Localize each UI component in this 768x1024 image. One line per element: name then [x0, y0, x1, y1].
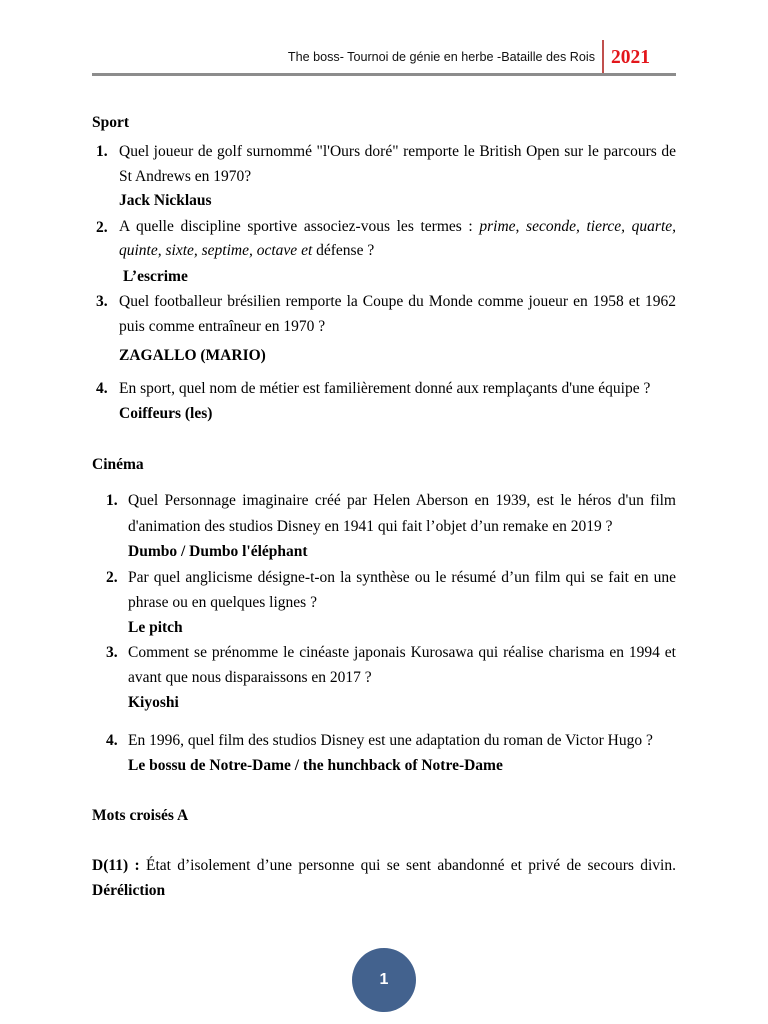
question-text: Quel joueur de golf surnommé "l'Ours doré" remporte le British Open sur le parcours de St Andrews en 1970?	[119, 142, 676, 185]
header-year: 2021	[611, 47, 650, 68]
question-number: 2.	[106, 568, 118, 586]
question-text-italic-terms: prime, seconde, tierce, quarte, quinte, sixte, septime, octave et	[119, 217, 677, 259]
question-number: 2.	[96, 218, 108, 236]
crossword-clue	[92, 853, 676, 903]
section-heading-sport: Sport	[92, 113, 130, 131]
answer-text: Le pitch	[128, 618, 183, 636]
question-text: En 1996, quel film des studios Disney est une adaptation du roman de Victor Hugo ?	[128, 731, 653, 749]
section-heading-crossword: Mots croisés A	[92, 806, 189, 824]
answer-text: L’escrime	[123, 267, 188, 285]
question-number: 4.	[96, 379, 108, 397]
question-text: Par quel anglicisme désigne-t-on la synthèse ou le résumé d’un film qui se fait en une phrase ou en quelques lignes ?	[128, 568, 676, 611]
page-number: 1	[379, 971, 389, 988]
question-text: En sport, quel nom de métier est familièrement donné aux remplaçants d'une équipe ?	[119, 379, 651, 397]
question-text-start: A quelle discipline sportive associez-vous les termes :	[119, 217, 473, 235]
page-number-badge	[352, 948, 416, 1012]
clue-label: D(11) :	[92, 856, 140, 874]
question-number: 3.	[96, 292, 108, 310]
question-number: 1.	[106, 491, 118, 509]
clue-text: État d’isolement d’une personne qui se sent abandonné et privé de secours divin.	[145, 856, 676, 874]
question-number: 4.	[106, 731, 118, 749]
question-number: 3.	[106, 643, 118, 661]
answer-text: Le bossu de Notre-Dame / the hunchback of Notre-Dame	[128, 756, 503, 774]
question-text-end: défense ?	[316, 241, 375, 259]
answer-text: ZAGALLO (MARIO)	[119, 346, 266, 364]
answer-text: Coiffeurs (les)	[119, 404, 213, 422]
clue-answer: Déréliction	[92, 881, 166, 899]
answer-text: Kiyoshi	[128, 693, 179, 711]
header-title: The boss- Tournoi de génie en herbe -Bataille des Rois	[287, 50, 595, 64]
question-text: Quel Personnage imaginaire créé par Helen Aberson en 1939, est le héros d'un film d'animation des studios Disney en 1941 qui fait l’objet d’un remake en 2019 ?	[128, 491, 676, 535]
question-text: Quel footballeur brésilien remporte la Coupe du Monde comme joueur en 1958 et 1962 puis comme entraîneur en 1970 ?	[119, 292, 676, 335]
question-text: Comment se prénomme le cinéaste japonais Kurosawa qui réalise charisma en 1994 et avant que nous disparaissons en 2017 ?	[128, 643, 676, 686]
header-separator	[602, 40, 604, 75]
question-number: 1.	[96, 142, 108, 160]
section-heading-cinema: Cinéma	[92, 455, 144, 473]
answer-text: Jack Nicklaus	[119, 191, 212, 209]
header-rule	[92, 73, 676, 76]
question-text	[119, 215, 676, 263]
answer-text: Dumbo / Dumbo l'éléphant	[128, 542, 308, 560]
